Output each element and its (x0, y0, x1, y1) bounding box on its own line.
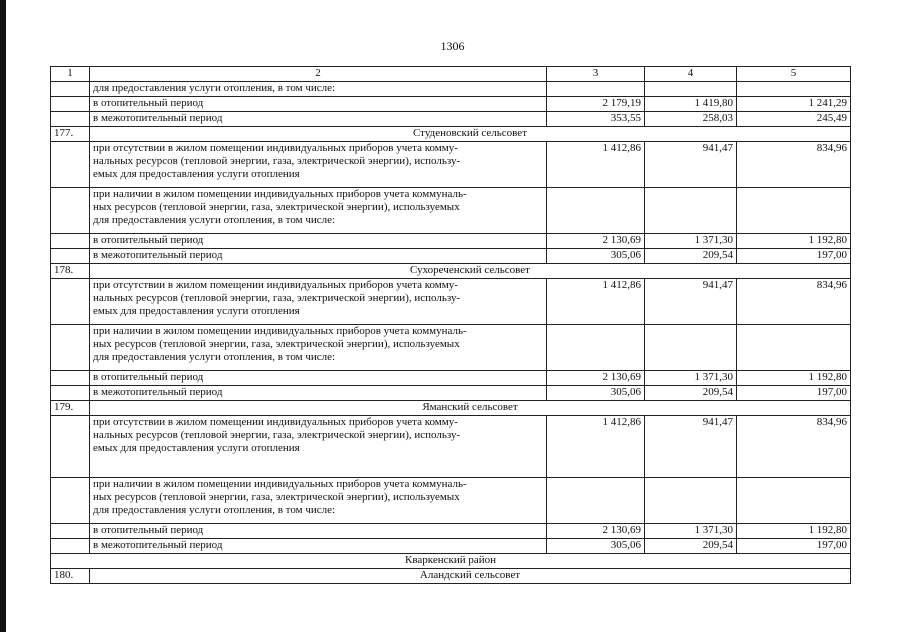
value-cell-5: 834,96 (737, 279, 851, 325)
description-line: при отсутствии в жилом помещении индивидуальных приборов учета комму- (93, 142, 458, 154)
header-cell-3: 3 (547, 67, 645, 82)
description-cell: в отопительный период (90, 97, 547, 112)
value-cell-5 (737, 478, 851, 524)
value-cell-3: 353,55 (547, 112, 645, 127)
num-cell (51, 416, 90, 478)
description-cell: в отопительный период (90, 371, 547, 386)
header-row (51, 67, 851, 82)
value-cell-3: 2 130,69 (547, 234, 645, 249)
value-cell-4: 1 371,30 (645, 234, 737, 249)
page-number: 1306 (440, 39, 465, 53)
value-cell-4: 209,54 (645, 249, 737, 264)
description-cell: в отопительный период (90, 524, 547, 539)
value-cell-4 (645, 82, 737, 97)
value-cell-3: 305,06 (547, 539, 645, 554)
value-cell-3 (547, 478, 645, 524)
table-row (51, 249, 851, 264)
value-cell-5: 1 241,29 (737, 97, 851, 112)
num-cell (51, 249, 90, 264)
table-row (51, 82, 851, 97)
description-cell (90, 188, 547, 234)
value-cell-5 (737, 188, 851, 234)
value-cell-3: 2 130,69 (547, 524, 645, 539)
table-row (51, 325, 851, 371)
value-cell-4 (645, 325, 737, 371)
description-cell: в межотопительный период (90, 386, 547, 401)
value-cell-3: 1 412,86 (547, 416, 645, 478)
section-title: Яманский сельсовет (90, 401, 851, 416)
section-title-row (51, 264, 851, 279)
description-cell (90, 142, 547, 188)
value-cell-5 (737, 82, 851, 97)
section-title-row (51, 127, 851, 142)
num-cell (51, 325, 90, 371)
description-line: для предоставления услуги отопления, в том числе: (93, 351, 336, 363)
table-row (51, 386, 851, 401)
num-cell (51, 279, 90, 325)
description-line: ных ресурсов (тепловой энергии, газа, электрической энергии), используемых (93, 338, 460, 350)
description-line: емых для предоставления услуги отопления (93, 168, 300, 180)
description-cell (90, 416, 547, 478)
num-cell (51, 371, 90, 386)
value-cell-3 (547, 188, 645, 234)
description-cell: в отопительный период (90, 234, 547, 249)
section-number: 178. (51, 264, 90, 279)
value-cell-4: 941,47 (645, 279, 737, 325)
header-cell-1: 1 (51, 67, 90, 82)
value-cell-3: 305,06 (547, 249, 645, 264)
description-line: при отсутствии в жилом помещении индивидуальных приборов учета комму- (93, 416, 458, 428)
description-cell: для предоставления услуги отопления, в том числе: (90, 82, 547, 97)
table-row (51, 234, 851, 249)
description-cell (90, 478, 547, 524)
description-cell (90, 325, 547, 371)
value-cell-5: 834,96 (737, 142, 851, 188)
table-row (51, 97, 851, 112)
description-line: ных ресурсов (тепловой энергии, газа, электрической энергии), используемых (93, 201, 460, 213)
num-cell (51, 386, 90, 401)
value-cell-4: 209,54 (645, 386, 737, 401)
num-cell (51, 112, 90, 127)
description-line: ных ресурсов (тепловой энергии, газа, электрической энергии), используемых (93, 491, 460, 503)
value-cell-4: 941,47 (645, 142, 737, 188)
num-cell (51, 478, 90, 524)
table-row (51, 188, 851, 234)
value-cell-5: 834,96 (737, 416, 851, 478)
num-cell (51, 82, 90, 97)
section-number: 179. (51, 401, 90, 416)
description-line: при наличии в жилом помещении индивидуальных приборов учета коммуналь- (93, 478, 467, 490)
value-cell-4: 1 371,30 (645, 371, 737, 386)
description-line: нальных ресурсов (тепловой энергии, газа, электрической энергии), использу- (93, 155, 461, 167)
value-cell-4: 258,03 (645, 112, 737, 127)
section-title-row (51, 401, 851, 416)
value-cell-4: 1 371,30 (645, 524, 737, 539)
value-cell-3: 2 179,19 (547, 97, 645, 112)
value-cell-4: 941,47 (645, 416, 737, 478)
value-cell-3: 1 412,86 (547, 279, 645, 325)
value-cell-5 (737, 325, 851, 371)
description-cell: в межотопительный период (90, 112, 547, 127)
value-cell-3 (547, 82, 645, 97)
num-cell (51, 97, 90, 112)
num-cell (51, 539, 90, 554)
section-title: Аландский сельсовет (90, 569, 851, 584)
description-line: нальных ресурсов (тепловой энергии, газа, электрической энергии), использу- (93, 292, 461, 304)
section-title: Студеновский сельсовет (90, 127, 851, 142)
value-cell-5: 1 192,80 (737, 524, 851, 539)
value-cell-3 (547, 325, 645, 371)
value-cell-4: 1 419,80 (645, 97, 737, 112)
header-cell-2: 2 (90, 67, 547, 82)
value-cell-3: 1 412,86 (547, 142, 645, 188)
value-cell-4 (645, 188, 737, 234)
value-cell-3: 305,06 (547, 386, 645, 401)
description-line: при наличии в жилом помещении индивидуальных приборов учета коммуналь- (93, 325, 467, 337)
header-cell-5: 5 (737, 67, 851, 82)
value-cell-3: 2 130,69 (547, 371, 645, 386)
description-line: для предоставления услуги отопления, в том числе: (93, 214, 336, 226)
description-line: при отсутствии в жилом помещении индивидуальных приборов учета комму- (93, 279, 458, 291)
description-line: при наличии в жилом помещении индивидуальных приборов учета коммуналь- (93, 188, 467, 200)
table-row (51, 142, 851, 188)
description-line: емых для предоставления услуги отопления (93, 442, 300, 454)
description-line: емых для предоставления услуги отопления (93, 305, 300, 317)
table-row (51, 112, 851, 127)
district-title: Кваркенский район (51, 554, 851, 569)
num-cell (51, 142, 90, 188)
section-title-row (51, 569, 851, 584)
scan-edge-bar (0, 0, 6, 632)
table-row (51, 371, 851, 386)
description-line: для предоставления услуги отопления, в том числе: (93, 504, 336, 516)
table-row (51, 416, 851, 478)
num-cell (51, 524, 90, 539)
value-cell-5: 245,49 (737, 112, 851, 127)
value-cell-5: 197,00 (737, 539, 851, 554)
value-cell-4 (645, 478, 737, 524)
value-cell-5: 1 192,80 (737, 234, 851, 249)
value-cell-4: 209,54 (645, 539, 737, 554)
num-cell (51, 188, 90, 234)
table-row (51, 524, 851, 539)
value-cell-5: 197,00 (737, 249, 851, 264)
num-cell (51, 234, 90, 249)
tariff-table (50, 66, 851, 584)
value-cell-5: 1 192,80 (737, 371, 851, 386)
description-line: нальных ресурсов (тепловой энергии, газа, электрической энергии), использу- (93, 429, 461, 441)
district-row (51, 554, 851, 569)
table-row (51, 539, 851, 554)
section-number: 177. (51, 127, 90, 142)
header-cell-4: 4 (645, 67, 737, 82)
description-cell (90, 279, 547, 325)
section-title: Сухореченский сельсовет (90, 264, 851, 279)
section-number: 180. (51, 569, 90, 584)
description-cell: в межотопительный период (90, 249, 547, 264)
value-cell-5: 197,00 (737, 386, 851, 401)
table-row (51, 279, 851, 325)
description-cell: в межотопительный период (90, 539, 547, 554)
table-row (51, 478, 851, 524)
